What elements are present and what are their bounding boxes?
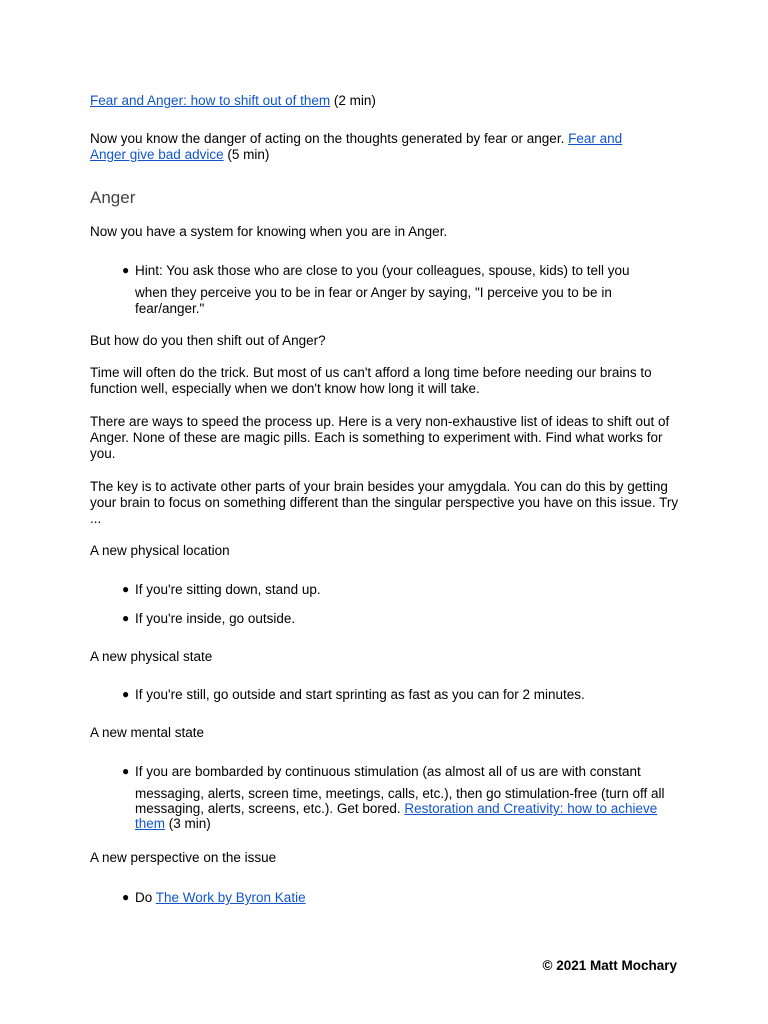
ways-paragraph: There are ways to speed the process up. Here is a very non-exhaustive list of ideas to shift out of Anger. None of these are magic pills. Each is something to experiment with. Find what works for you. bbox=[90, 414, 670, 461]
hint-line-1: Hint: You ask those who are close to you (your colleagues, spouse, kids) to tell you bbox=[135, 263, 630, 278]
mental-state-label: A new mental state bbox=[90, 725, 205, 740]
list-item-text: If you're still, go outside and start sprinting as fast as you can for 2 minutes. bbox=[135, 687, 585, 702]
duration-text: (3 min) bbox=[165, 816, 211, 831]
system-paragraph: Now you have a system for knowing when you are in Anger. bbox=[90, 224, 448, 239]
perspective-label: A new perspective on the issue bbox=[90, 850, 277, 865]
bullet-icon: ● bbox=[122, 263, 130, 277]
stimulation-line-2 bbox=[135, 786, 682, 831]
stimulation-text: messaging, alerts, screen time, meetings, calls, etc.), then go stimulation-free (turn off all messaging, alerts, screens, etc.). Get bored. bbox=[135, 786, 665, 816]
bad-advice-link[interactable]: Fear and Anger give bad advice bbox=[90, 131, 623, 162]
list-item-text: If you're inside, go outside. bbox=[135, 611, 296, 626]
copyright-footer: © 2021 Matt Mochary bbox=[542, 958, 677, 973]
danger-text: Now you know the danger of acting on the thoughts generated by fear or anger. bbox=[90, 131, 569, 146]
byron-katie-link[interactable]: The Work by Byron Katie bbox=[155, 890, 306, 905]
shift-question: But how do you then shift out of Anger? bbox=[90, 333, 326, 348]
do-text: Do bbox=[135, 890, 156, 905]
stimulation-line-1: If you are bombarded by continuous stimulation (as almost all of us are with constant bbox=[135, 764, 641, 779]
list-item-text bbox=[135, 890, 682, 905]
hint-line-2: when they perceive you to be in fear or Anger by saying, "I perceive you to be in fear/anger." bbox=[135, 285, 612, 316]
list-item-text: If you're sitting down, stand up. bbox=[135, 582, 321, 597]
duration-text: (5 min) bbox=[223, 147, 270, 162]
key-paragraph: The key is to activate other parts of your brain besides your amygdala. You can do this by getting your brain to focus on something different than the singular perspective you have on this issue. Try ... bbox=[90, 479, 679, 526]
time-paragraph: Time will often do the trick. But most of us can't afford a long time before needing our brains to function well, especially when we don't know how long it will take. bbox=[90, 365, 652, 396]
bullet-icon: ● bbox=[122, 890, 130, 904]
section-heading-anger: Anger bbox=[90, 188, 136, 207]
bullet-icon: ● bbox=[122, 611, 130, 625]
duration-text: (2 min) bbox=[330, 93, 376, 108]
physical-location-label: A new physical location bbox=[90, 543, 230, 558]
danger-paragraph bbox=[90, 131, 650, 163]
bullet-icon: ● bbox=[122, 687, 130, 701]
fear-anger-shift-link[interactable]: Fear and Anger: how to shift out of them bbox=[90, 93, 331, 108]
bullet-icon: ● bbox=[122, 582, 130, 596]
physical-state-label: A new physical state bbox=[90, 649, 213, 664]
bullet-icon: ● bbox=[122, 764, 130, 778]
intro-link-paragraph bbox=[90, 93, 682, 109]
restoration-creativity-link[interactable]: Restoration and Creativity: how to achieve them bbox=[135, 801, 658, 831]
